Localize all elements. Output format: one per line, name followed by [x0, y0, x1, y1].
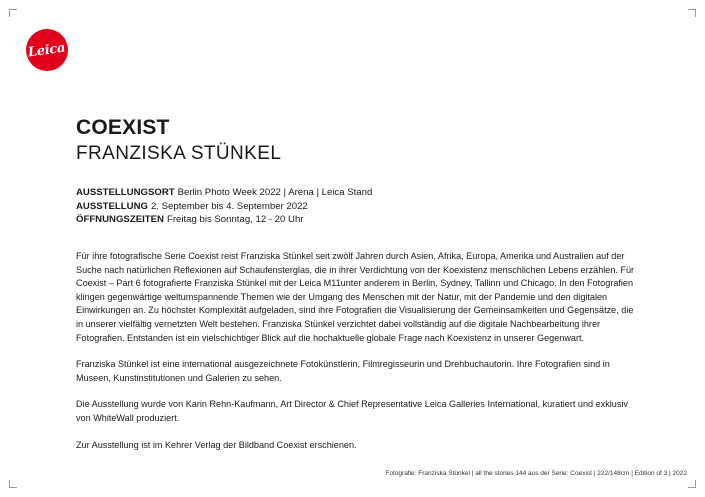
crop-mark-top-right [688, 9, 696, 17]
info-row-hours [76, 213, 372, 227]
leica-logo [26, 29, 68, 71]
leica-logo-text: Leica [27, 39, 67, 61]
info-row-dates [76, 200, 372, 214]
paragraph-book: Zur Ausstellung ist im Kehrer Verlag der Bildband Coexist erschienen. [76, 439, 357, 450]
crop-mark-bottom-right [688, 480, 696, 488]
description-text [76, 250, 636, 465]
info-label: AUSSTELLUNG [76, 200, 148, 212]
exhibition-title: COEXIST [76, 116, 170, 139]
crop-mark-top-left [9, 9, 17, 17]
crop-mark-bottom-left [9, 480, 17, 488]
paragraph-curation: Die Ausstellung wurde von Karin Rehn-Kaufmann, Art Director & Chief Representative Leica Galleries International, kuratiert und exklusiv von WhiteWall produziert. [76, 399, 628, 423]
photo-credit: Fotografie: Franziska Stünkel | all the stories 144 aus der Serie: Coexist | 222/148cm | Edition of 3 | 2022 [385, 470, 687, 477]
info-value: Berlin Photo Week 2022 | Arena | Leica Stand [177, 187, 373, 198]
exhibition-info [76, 186, 372, 227]
info-label: ÖFFNUNGSZEITEN [76, 214, 164, 225]
artist-name: FRANZISKA STÜNKEL [76, 143, 282, 164]
info-value: 2. September bis 4. September 2022 [150, 200, 308, 212]
paragraph-artist: Franziska Stünkel ist eine international ausgezeichnete Fotokünstlerin, Filmregisseurin und Drehbuchautorin. Ihre Fotografien sind in Museen, Kunstinstitutionen und Galerien zu sehen. [76, 359, 610, 383]
info-row-venue [76, 186, 372, 200]
paragraph-series: Für ihre fotografische Serie Coexist reist Franziska Stünkel seit zwölf Jahren durch Asien, Afrika, Europa, Amerika und Australien auf der Suche nach natürlichen Reflexionen auf Schaufensterglas, die in ihrer Verdichtung von der Koexistenz menschlichen Lebens erzählen. Für Coexist – Part 6 fotografierte Franziska Stünkel mit der Leica M11unter anderem in Berlin, Sydney, Tallinn und Chicago. In den Fotografien klingen gegenwärtige weltumspannende Themen wie der Umgang des Menschen mit der Natur, mit der Pandemie und den digitalen Einwirkungen an. Zu höchster Komplexität aufgeladen, sind ihre Fotografien die Visualisierung der Gemeinsamkeiten und Gegensätze, die in unserer vielfältig vernetzten Welt bestehen. Franziska Stünkel verzichtet dabei vollständig auf die digitale Nachbearbeitung ihrer Fotografien. Entstanden ist ein vielschichtiger Blick auf die hochaktuelle globale Frage nach Koexistenz in unserer Gegenwart. [76, 251, 635, 343]
info-value: Freitag bis Sonntag, 12 - 20 Uhr [166, 214, 304, 225]
info-label: AUSSTELLUNGSORT [76, 187, 175, 198]
